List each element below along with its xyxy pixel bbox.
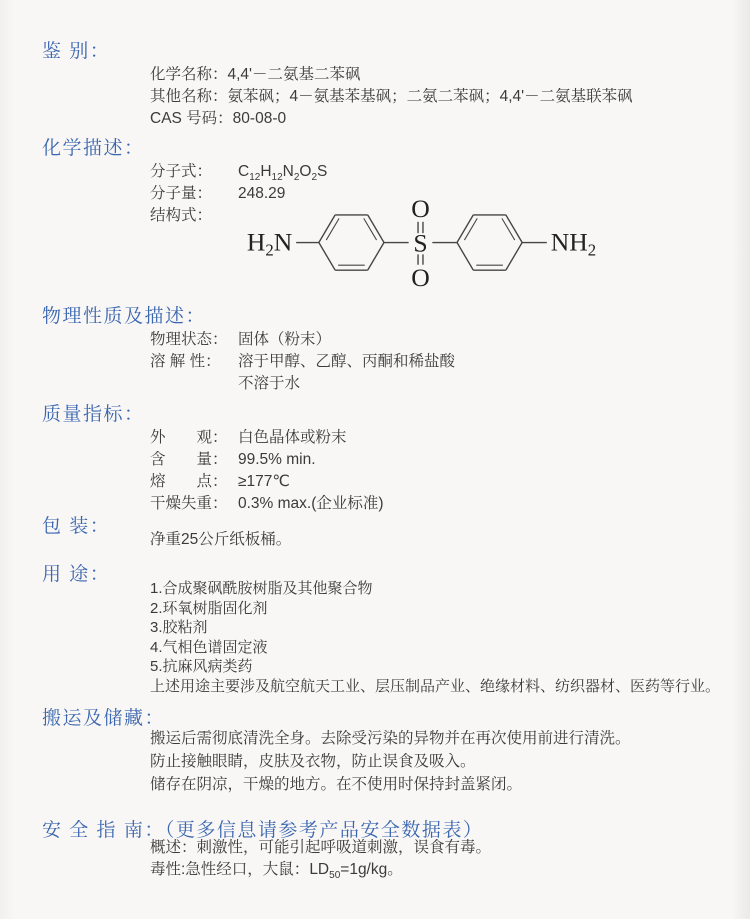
use-item-4: 4.气相色谱固定液 [150, 638, 268, 656]
structure-diagram [233, 195, 608, 294]
molecular-weight-value: 248.29 [238, 185, 286, 202]
safety-guide-note: （更多信息请参考产品安全数据表） [164, 820, 484, 841]
melting-point-row [150, 471, 750, 493]
physical-state-row [150, 329, 750, 351]
handling-line-2: 防止接触眼睛，皮肤及衣物，防止误食及吸入。 [150, 753, 476, 770]
oxygen-bottom-label: O [411, 262, 430, 292]
melting-point-label: 熔 点： [150, 473, 228, 490]
quality-indicators-heading: 质量指标： [42, 404, 145, 425]
safety-overview-line: 概述：刺激性，可能引起呼吸道刺激，误食有毒。 [150, 839, 492, 856]
use-item-5: 5.抗麻风病类药 [150, 658, 253, 675]
melting-point-value: ≥177℃ [238, 473, 290, 490]
formula-subscript: 2 [311, 172, 318, 184]
formula-element: O [299, 163, 312, 180]
physical-properties-heading: 物理性质及描述： [42, 306, 207, 327]
solubility-row-2 [150, 373, 750, 395]
uses-heading: 用 途： [42, 564, 111, 585]
formula-element: N [282, 163, 294, 180]
loss-on-drying-row [150, 493, 750, 515]
formula-subscript: 2 [293, 172, 300, 184]
ld50-subscript: 50 [329, 869, 341, 881]
packaging-content [150, 529, 750, 551]
appearance-label: 外 观： [150, 429, 228, 446]
uses-industries-note: 上述用途主要涉及航空航天工业、层压制品产业、绝缘材料、纺织器材、医药等行业。 [150, 677, 721, 695]
section-identification [0, 40, 750, 130]
use-item-2: 2.环氧树脂固化剂 [150, 599, 268, 617]
assay-label: 含 量： [150, 451, 228, 468]
handling-line-3: 储存在阴凉，干燥的地方。在不使用时保持封盖紧闭。 [150, 776, 523, 793]
handling-storage-heading: 搬运及储藏： [42, 708, 166, 729]
safety-guide-title: 安 全 指 南： [42, 820, 165, 841]
packaging-text: 净重25公斤纸板桶。 [150, 531, 292, 548]
h2n-label: H2N [246, 227, 293, 260]
appearance-value: 白色晶体或粉末 [238, 429, 347, 446]
formula-subscript: 12 [271, 172, 283, 184]
formula-subscript: 12 [249, 172, 261, 184]
physical-properties-content [150, 329, 750, 395]
formula-element: H [260, 163, 272, 180]
loss-on-drying-label: 干燥失重： [150, 495, 228, 512]
physical-state-label: 物理状态： [150, 331, 228, 348]
use-item-1: 1.合成聚砜酰胺树脂及其他聚合物 [150, 580, 373, 597]
section-physical-properties [0, 305, 750, 395]
handling-line-1: 搬运后需彻底清洗全身。去除受污染的异物并在再次使用前进行清洗。 [150, 730, 631, 747]
solubility-label: 溶 解 性： [150, 353, 221, 370]
section-handling-storage [0, 707, 750, 796]
physical-state-value: 固体（粉末） [238, 331, 332, 348]
ld50-label: LD [309, 860, 330, 878]
chemical-name-line: 化学名称：4,4'－二氨基二苯砜 [150, 66, 361, 83]
other-names-line: 其他名称：氨苯砜；4－氨基苯基砜；二氨二苯砜；4,4'－二氨基联苯砜 [150, 88, 633, 105]
structure-label: 结构式： [150, 207, 213, 224]
solubility-value-2: 不溶于水 [238, 375, 301, 392]
section-safety-guide [0, 819, 750, 880]
formula-element: S [317, 163, 328, 180]
chemical-description-heading: 化学描述： [42, 138, 145, 159]
benzene-ring-left [319, 215, 384, 270]
toxicity-prefix: 毒性:急性经口，大鼠： [150, 860, 310, 878]
assay-row [150, 449, 750, 471]
section-packaging [0, 515, 750, 551]
solubility-value: 溶于甲醇、乙醇、丙酮和稀盐酸 [238, 353, 456, 370]
identification-content [150, 64, 750, 130]
molecular-formula-line [150, 161, 750, 183]
use-item-3: 3.胶粘剂 [150, 619, 208, 636]
handling-storage-content [150, 727, 750, 796]
ld50-value: =1g/kg。 [340, 860, 403, 878]
molecular-weight-label: 分子量： [150, 185, 213, 202]
assay-value: 99.5% min. [238, 451, 316, 468]
loss-on-drying-value: 0.3% max.(企业标准) [238, 495, 384, 512]
section-uses [0, 563, 750, 696]
solubility-row [150, 351, 750, 373]
appearance-row [150, 427, 750, 449]
formula-element: C [238, 163, 250, 180]
safety-guide-content [150, 837, 750, 880]
sulfur-label: S [413, 228, 428, 258]
packaging-heading: 包 装： [42, 516, 111, 537]
oxygen-top-label: O [411, 195, 430, 223]
cas-number-line: CAS 号码：80-08-0 [150, 110, 287, 127]
section-quality-indicators [0, 403, 750, 515]
nh2-label: NH2 [550, 227, 597, 260]
section-chemical-description [0, 137, 750, 292]
benzene-ring-right [457, 215, 522, 270]
uses-content [150, 579, 750, 696]
quality-indicators-content [150, 427, 750, 515]
toxicity-line [150, 859, 750, 881]
molecular-formula-label: 分子式： [150, 163, 213, 180]
identification-heading: 鉴 别： [42, 41, 111, 62]
